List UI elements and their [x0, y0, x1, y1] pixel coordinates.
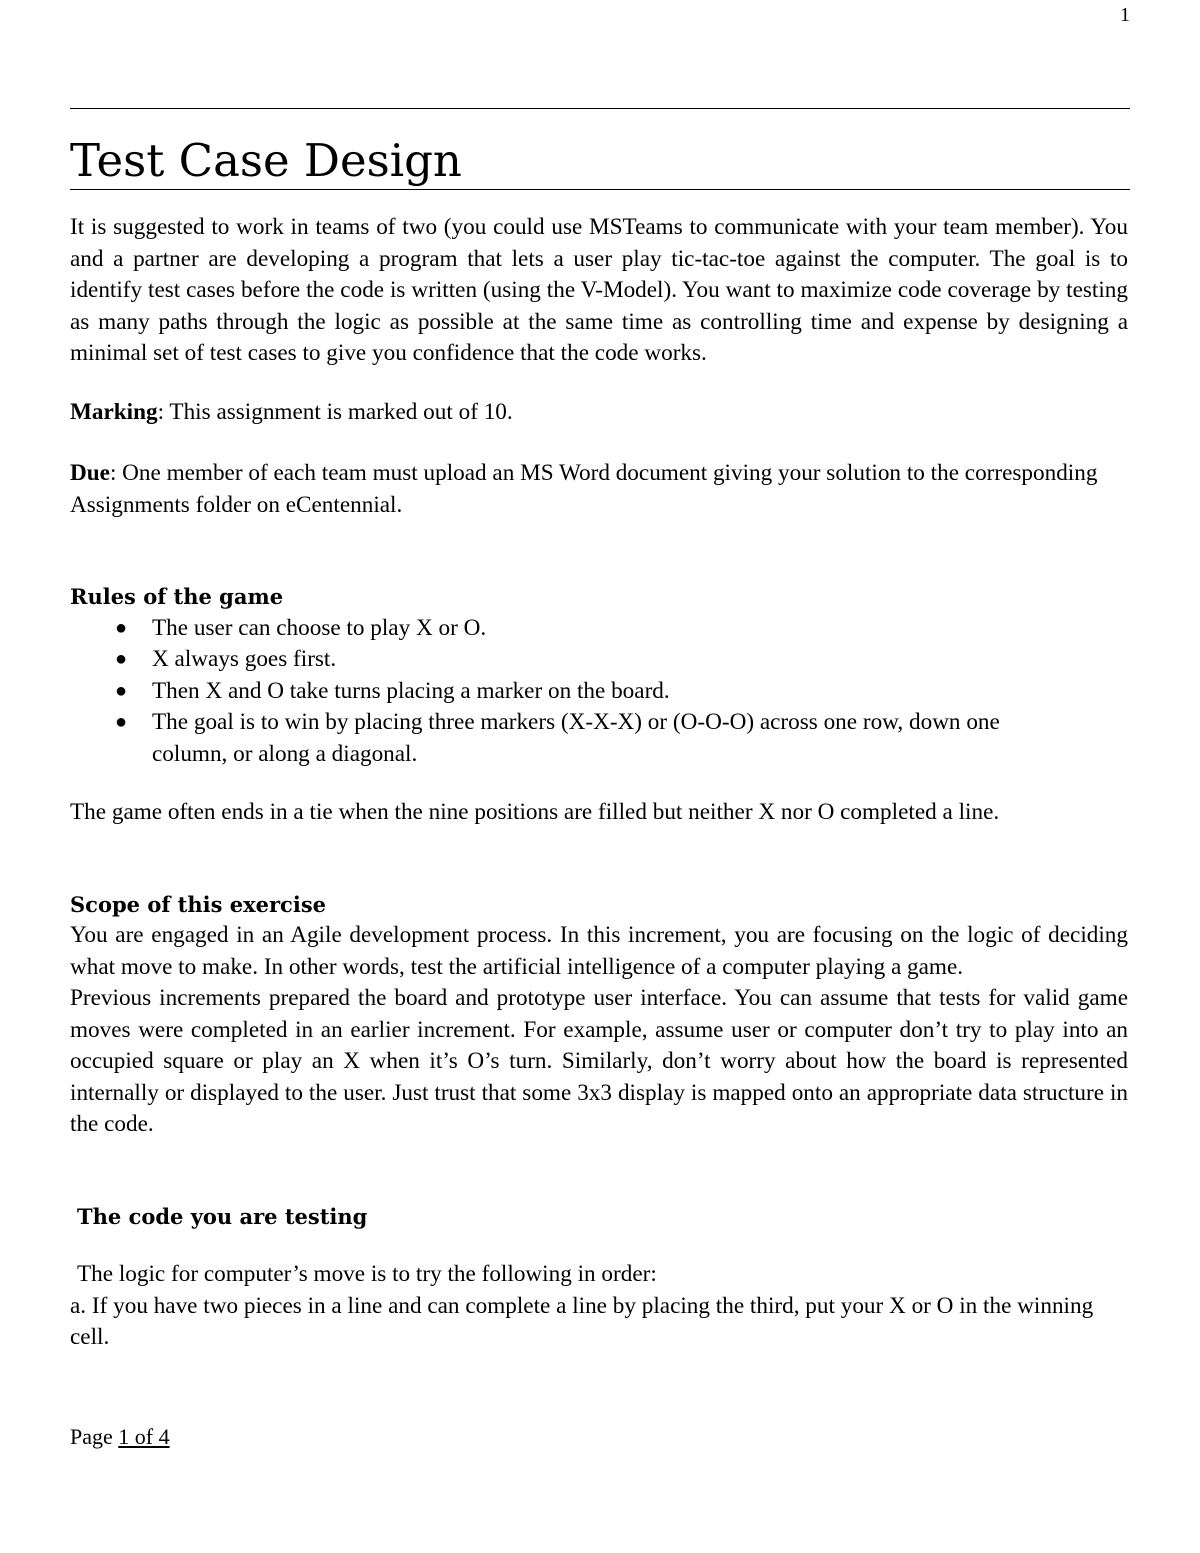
scope-paragraph-2: Previous increments prepared the board and prototype user interface. You can assume that tests for valid game moves were completed in an earlier increment. For example, assume user or computer don’t try to play into an occupied square or play an X when it’s O’s turn. Similarly, don’t worry about how the board is represented internally or displayed to the user. Just trust that some 3x3 display is mapped onto an appropriate data structure in the code.	[70, 985, 1128, 1137]
scope-heading: Scope of this exercise	[70, 891, 326, 917]
due-label: Due	[70, 460, 110, 486]
list-item: ● The user can choose to play X or O.	[152, 613, 1032, 645]
due-paragraph	[70, 458, 1128, 521]
document-body	[70, 212, 1128, 1354]
rules-list	[70, 613, 1032, 771]
footer-page-label: Page	[70, 1424, 113, 1449]
document-title: Test Case Design	[70, 133, 1130, 190]
bullet-icon: ●	[115, 711, 128, 733]
header-rule	[70, 108, 1130, 109]
bullet-icon: ●	[115, 679, 128, 702]
list-item: ● X always goes first.	[152, 644, 1032, 676]
list-item: ● Then X and O take turns placing a marker on the board.	[152, 676, 1032, 708]
rules-heading: Rules of the game	[70, 584, 284, 609]
intro-paragraph: It is suggested to work in teams of two (you could use MSTeams to communicate with your team member). You and a partner are developing a program that lets a user play tic-tac-toe against the computer. The goal is to identify test cases before the code is written (using the V-Model). You want to maximize code coverage by testing as many paths through the logic as possible at the same time as controlling time and expense by designing a minimal set of test cases to give you confidence that the code works.	[70, 214, 1128, 366]
marking-paragraph	[70, 397, 1128, 429]
marking-label: Marking	[70, 398, 158, 425]
list-item: ● The goal is to win by placing three markers (X-X-X) or (O-O-O) across one row, down one column, or along a diagonal.	[115, 709, 1000, 767]
due-text: : One member of each team must upload an MS Word document giving your solution to the corresponding Assignments folder on eCentennial.	[70, 460, 1098, 518]
page-number: 1	[1120, 4, 1130, 26]
tie-note-paragraph: The game often ends in a tie when the nine positions are filled but neither X nor O completed a line.	[70, 799, 1000, 825]
page-footer	[70, 1424, 170, 1450]
footer-page-of: 1 of 4	[118, 1424, 170, 1449]
code-section-heading: The code you are testing	[77, 1203, 368, 1229]
scope-paragraph-1: You are engaged in an Agile development process. In this increment, you are focusing on the logic of deciding what move to make. In other words, test the artificial intelligence of a computer playing a game.	[70, 922, 1128, 980]
code-section-intro: The logic for computer’s move is to try the following in order:	[77, 1261, 657, 1287]
marking-text: : This assignment is marked out of 10.	[157, 398, 513, 425]
bullet-icon: ●	[115, 648, 128, 670]
bullet-icon: ●	[115, 616, 128, 639]
code-step-a: a. If you have two pieces in a line and can complete a line by placing the third, put your X or O in the winning cell.	[70, 1292, 1094, 1350]
